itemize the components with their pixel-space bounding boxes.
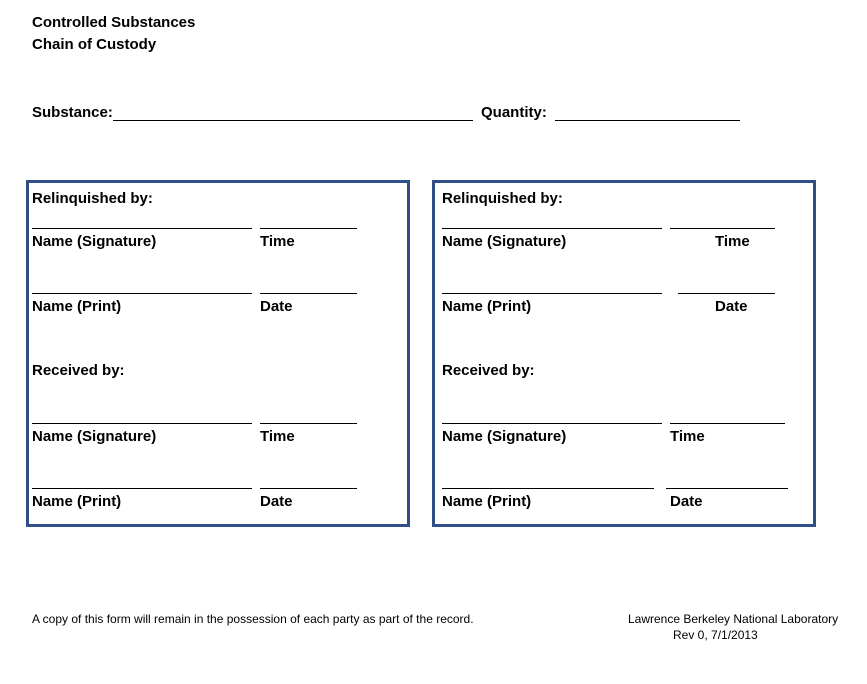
right-rel-time-label: Time <box>715 233 750 250</box>
left-rec-print-line[interactable] <box>32 488 252 489</box>
right-rec-name-print-label: Name (Print) <box>442 493 532 510</box>
right-relinquished-label: Relinquished by: <box>442 190 563 207</box>
substance-field[interactable] <box>113 120 473 121</box>
right-rel-date-line[interactable] <box>678 293 775 294</box>
left-rel-print-line[interactable] <box>32 293 252 294</box>
left-relinquished-label: Relinquished by: <box>32 190 153 207</box>
footer-org: Lawrence Berkeley National Laboratory <box>628 612 839 626</box>
form-title-line2: Chain of Custody <box>32 36 157 53</box>
right-rel-date-label: Date <box>715 298 748 315</box>
substance-label: Substance: <box>32 104 113 121</box>
right-received-label: Received by: <box>442 362 535 379</box>
right-rel-signature-line[interactable] <box>442 228 662 229</box>
form-title-line1: Controlled Substances <box>32 14 196 31</box>
left-rel-signature-line[interactable] <box>32 228 252 229</box>
left-rec-time-label: Time <box>260 428 295 445</box>
left-rec-date-line[interactable] <box>260 488 357 489</box>
left-rec-name-print-label: Name (Print) <box>32 493 122 510</box>
left-rel-time-line[interactable] <box>260 228 357 229</box>
left-rel-name-signature-label: Name (Signature) <box>32 233 157 250</box>
right-rel-time-line[interactable] <box>670 228 775 229</box>
left-rec-date-label: Date <box>260 493 293 510</box>
left-rel-time-label: Time <box>260 233 295 250</box>
footer-note: A copy of this form will remain in the possession of each party as part of the record. <box>32 612 474 626</box>
footer-revision: Rev 0, 7/1/2013 <box>673 628 758 642</box>
right-rel-name-print-label: Name (Print) <box>442 298 532 315</box>
left-rec-signature-line[interactable] <box>32 423 252 424</box>
right-rec-date-line[interactable] <box>666 488 788 489</box>
left-rel-name-print-label: Name (Print) <box>32 298 122 315</box>
quantity-field[interactable] <box>555 120 740 121</box>
right-rec-print-line[interactable] <box>442 488 654 489</box>
right-rec-time-label: Time <box>670 428 705 445</box>
left-rel-date-label: Date <box>260 298 293 315</box>
quantity-label: Quantity: <box>481 104 547 121</box>
right-rec-date-label: Date <box>670 493 703 510</box>
left-rel-date-line[interactable] <box>260 293 357 294</box>
right-rec-signature-line[interactable] <box>442 423 662 424</box>
right-rel-print-line[interactable] <box>442 293 662 294</box>
right-rec-name-signature-label: Name (Signature) <box>442 428 567 445</box>
left-received-label: Received by: <box>32 362 125 379</box>
left-rec-time-line[interactable] <box>260 423 357 424</box>
left-rec-name-signature-label: Name (Signature) <box>32 428 157 445</box>
right-rec-time-line[interactable] <box>670 423 785 424</box>
right-rel-name-signature-label: Name (Signature) <box>442 233 567 250</box>
